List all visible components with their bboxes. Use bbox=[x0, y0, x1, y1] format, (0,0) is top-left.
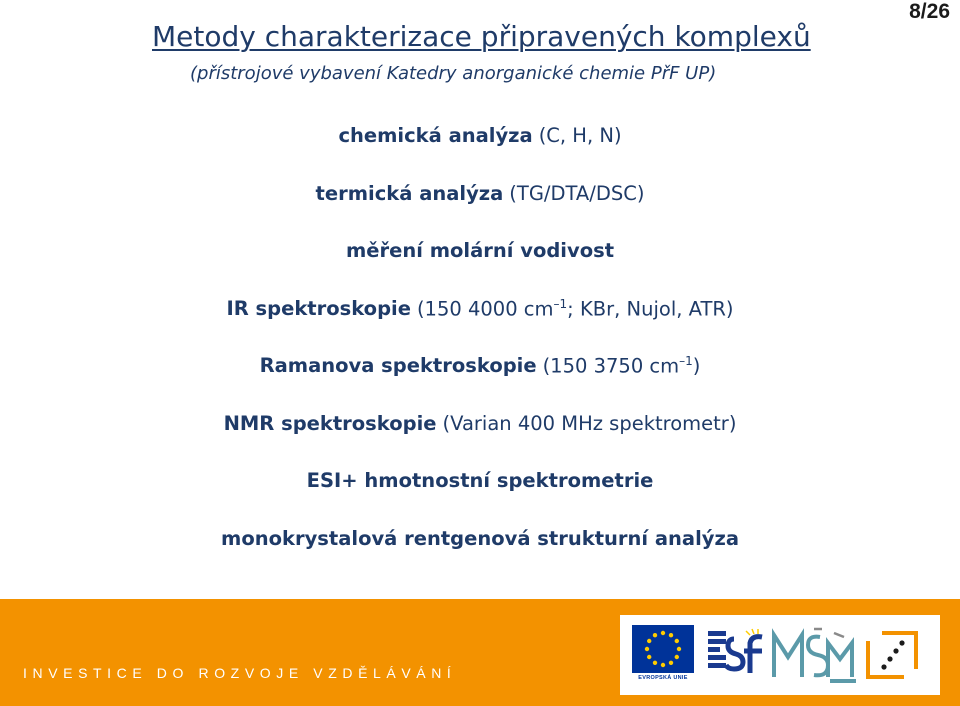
eu-flag-icon bbox=[632, 625, 694, 673]
method-detail-sup: –1 bbox=[553, 296, 568, 311]
method-list bbox=[0, 124, 960, 584]
method-name: měření molární vodivost bbox=[345, 239, 615, 262]
method-detail: (TG/DTA/DSC) bbox=[509, 181, 645, 205]
method-detail bbox=[417, 297, 734, 321]
method-detail-range: (150 3750 cm bbox=[542, 354, 680, 378]
msmt-logo-icon bbox=[770, 625, 858, 685]
op-logo-icon bbox=[862, 627, 922, 683]
method-detail: (C, H, N) bbox=[538, 124, 622, 147]
list-item bbox=[0, 239, 960, 297]
method-name: NMR spektroskopie bbox=[223, 411, 437, 435]
method-detail: (Varian 400 MHz spektrometr) bbox=[442, 411, 737, 435]
footer-bar bbox=[0, 599, 960, 706]
method-detail-rest: ) bbox=[692, 354, 701, 378]
method-name: chemická analýza bbox=[338, 124, 533, 147]
esf-logo-icon bbox=[706, 627, 768, 683]
method-name: monokrystalová rentgenová strukturní analýza bbox=[221, 526, 739, 550]
method-detail-rest: ; KBr, Nujol, ATR) bbox=[567, 297, 734, 320]
method-name: ESI+ hmotnostní spektrometrie bbox=[306, 469, 654, 492]
list-item bbox=[0, 354, 960, 412]
method-detail bbox=[543, 354, 701, 378]
method-detail-range: (150 4000 cm bbox=[416, 297, 554, 320]
logo-strip bbox=[620, 615, 940, 695]
method-name: termická analýza bbox=[315, 181, 504, 205]
list-item bbox=[0, 297, 960, 355]
eu-label: EVROPSKÁ UNIE bbox=[638, 675, 688, 681]
page-number: 8/26 bbox=[909, 0, 950, 23]
list-item bbox=[0, 412, 960, 470]
list-item bbox=[0, 124, 960, 182]
method-name: IR spektroskopie bbox=[226, 296, 411, 320]
list-item bbox=[0, 527, 960, 585]
method-name: Ramanova spektroskopie bbox=[259, 354, 537, 377]
list-item bbox=[0, 469, 960, 527]
method-detail-sup: –1 bbox=[679, 354, 693, 368]
slide-subtitle: (přístrojové vybavení Katedry anorganické chemie PřF UP) bbox=[190, 63, 717, 84]
footer-slogan: INVESTICE DO ROZVOJE VZDĚLÁVÁNÍ bbox=[23, 665, 457, 681]
slide-title: Metody charakterizace připravených komplexů bbox=[152, 20, 811, 53]
list-item bbox=[0, 182, 960, 240]
